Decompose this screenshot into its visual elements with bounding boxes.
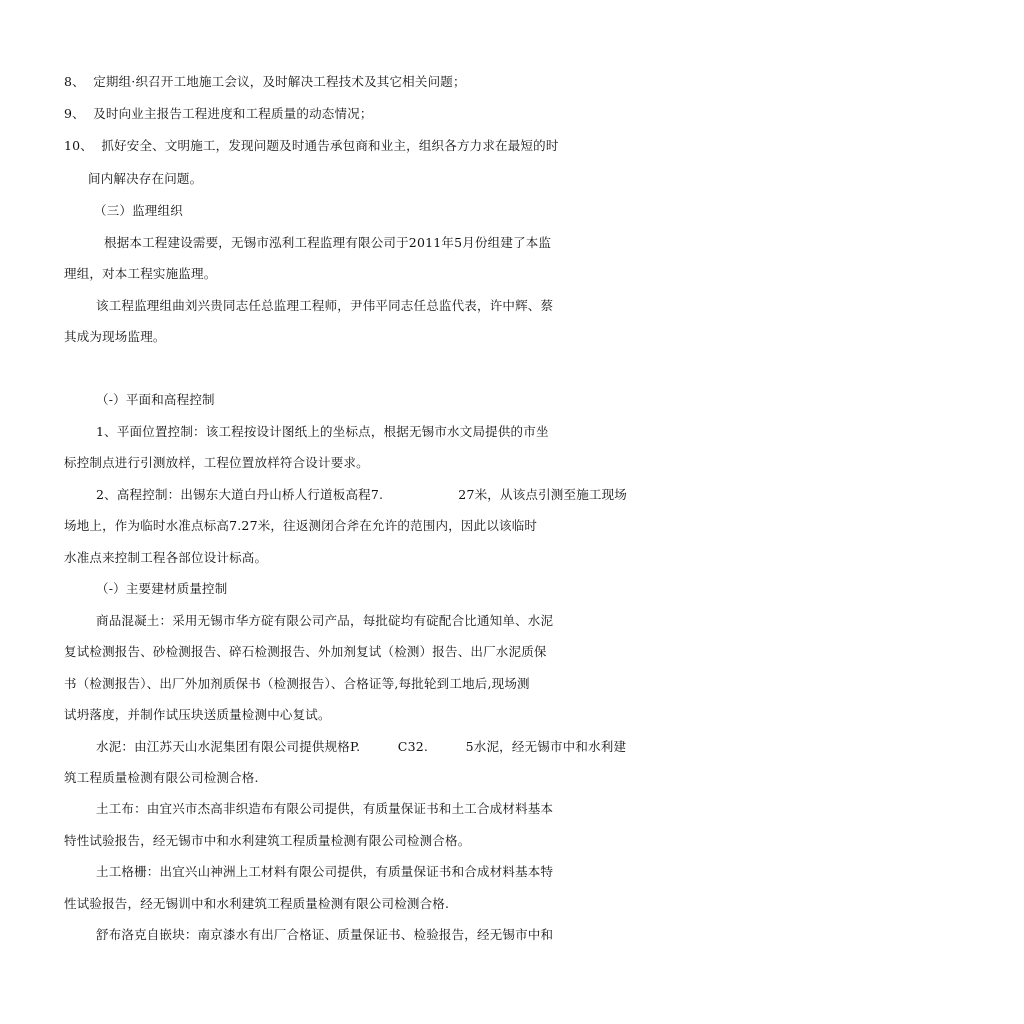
paragraph-line: 水准点来控制工程各部位设计标高。 — [64, 550, 268, 565]
paragraph-line: 土工格栅：出宜兴山神洲上工材料有限公司提供，有质量保证书和合成材料基本特 — [96, 864, 554, 879]
paragraph-line: 性试验报告，经无锡训中和水利建筑工程质量检测有限公司检测合格. — [64, 896, 450, 911]
item-8: 8、 定期组·织召开工地施工会议，及时解决工程技术及其它相关问题； — [64, 74, 466, 89]
section-heading-supervision-organization: （三）监理组织 — [94, 203, 183, 218]
paragraph-line: 场地上，作为临时水准点标高7.27米，往返测闭合斧在允许的范围内，因此以该临时 — [64, 518, 538, 533]
paragraph-line: 土工布：由宜兴市杰高非织造布有限公司提供，有质量保证书和土工合成材料基本 — [96, 801, 554, 816]
section-heading-materials-quality-control: （-）主要建材质量控制 — [96, 581, 228, 596]
item-10: 10、 抓好安全、文明施工，发现问题及时通告承包商和业主，组织各方力求在最短的时 — [64, 138, 559, 153]
paragraph-line: 2、高程控制：出锡东大道白丹山桥人行道板高程7. 27米，从该点引测至施工现场 — [96, 487, 628, 502]
paragraph-line: 根据本工程建设需要，无锡市泓利工程监理有限公司于2011年5月份组建了本监 — [104, 235, 552, 250]
section-heading-plane-elevation-control: （-）平面和高程控制 — [96, 392, 215, 407]
item-9: 9、 及时向业主报告工程进度和工程质量的动态情况； — [64, 106, 373, 121]
paragraph-line: 该工程监理组曲刘兴贵同志任总监理工程师，尹伟平同志任总监代表，许中辉、蔡 — [96, 298, 554, 313]
paragraph-line: 复试检测报告、砂检测报告、碎石检测报告、外加剂复试（检测）报告、出厂水泥质保 — [64, 644, 547, 659]
paragraph-line: 书（检测报告）、出厂外加剂质保书（检测报告）、合格证等,每批轮到工地后,现场测 — [64, 676, 530, 691]
paragraph-line: 筑工程质量检测有限公司检测合格. — [64, 770, 259, 785]
paragraph-line: 理组，对本工程实施监理。 — [64, 266, 217, 281]
paragraph-line: 舒布洛克自嵌块：南京漆水有出厂合格证、质量保证书、检验报告，经无锡市中和 — [96, 927, 554, 942]
item-10-continued: 间内解决存在问题。 — [88, 171, 203, 186]
paragraph-line: 试坍落度，并制作试压块送质量检测中心复试。 — [64, 707, 331, 722]
paragraph-line: 其成为现场监理。 — [64, 329, 166, 344]
paragraph-line: 标控制点进行引测放样，工程位置放样符合设计要求。 — [64, 455, 369, 470]
paragraph-line: 水泥：由江苏天山水泥集团有限公司提供规格P. C32. 5水泥，经无锡市中和水利建 — [96, 739, 627, 754]
paragraph-line: 1、平面位置控制：该工程按设计图纸上的坐标点，根据无锡市水文局提供的市坐 — [96, 424, 549, 439]
paragraph-line: 特性试验报告，经无锡市中和水利建筑工程质量检测有限公司检测合格。 — [64, 833, 471, 848]
paragraph-line: 商品混凝土：采用无锡市华方碇有限公司产品，每批碇均有碇配合比通知单、水泥 — [96, 613, 554, 628]
